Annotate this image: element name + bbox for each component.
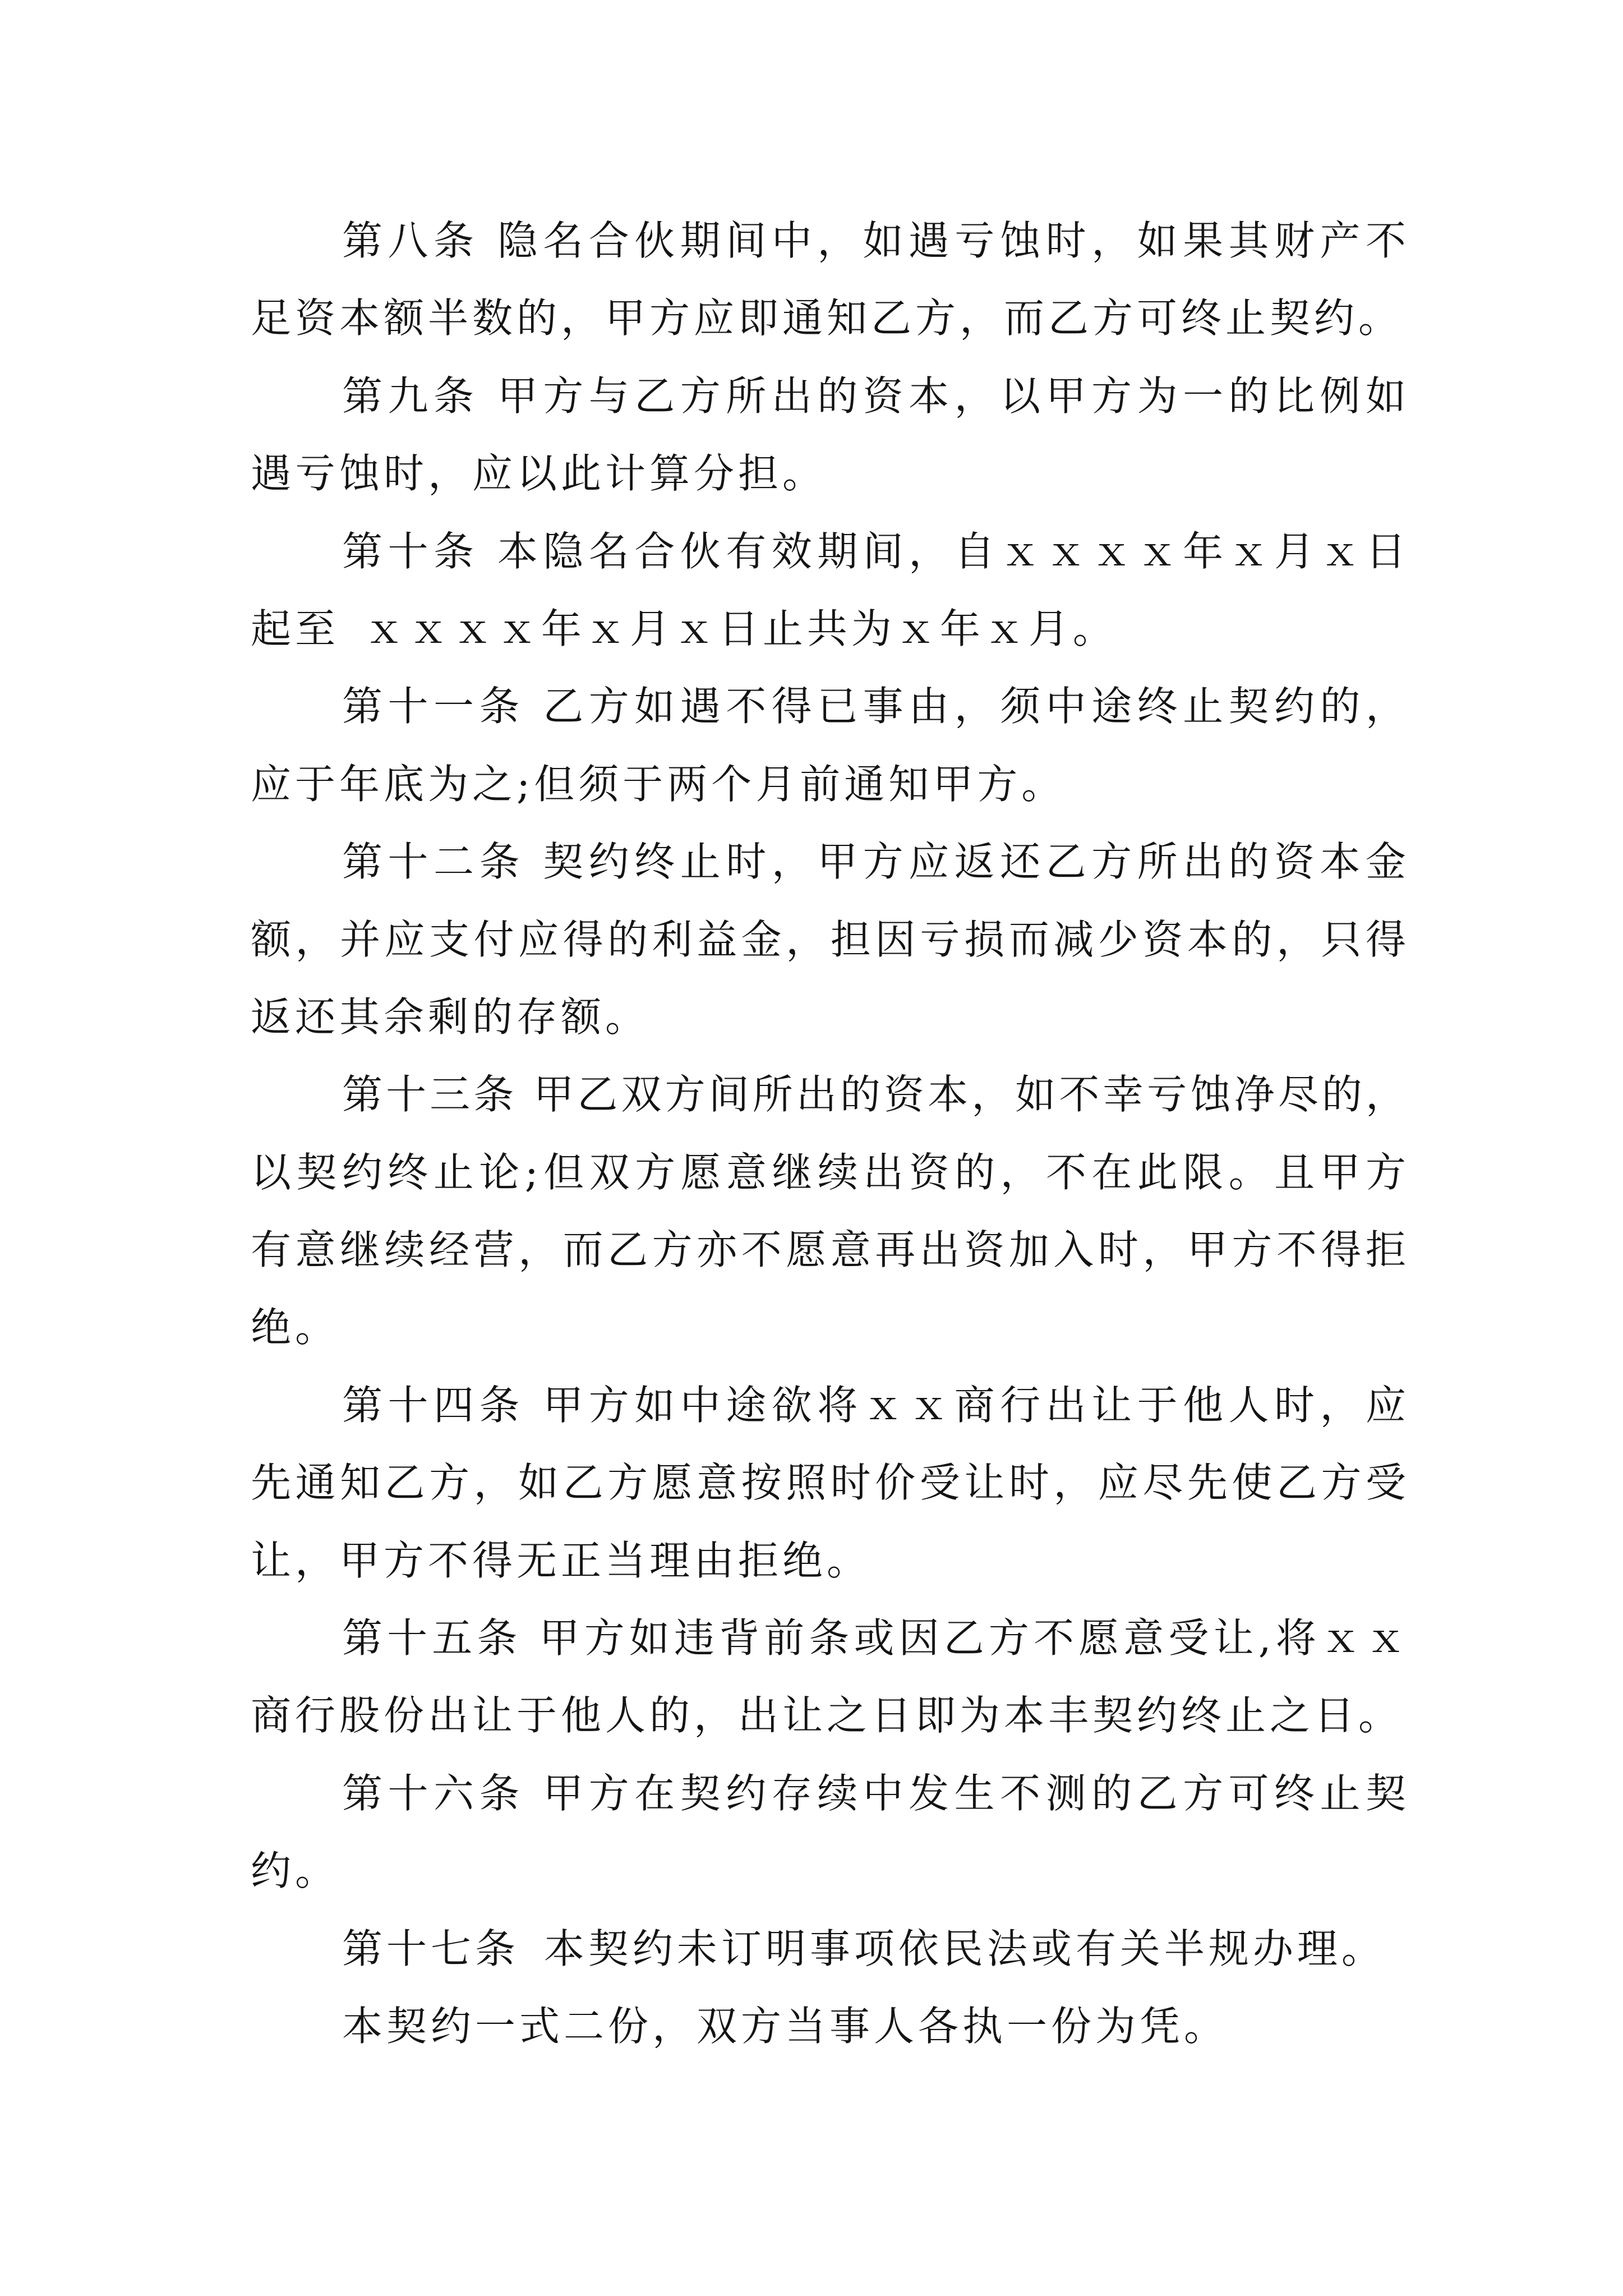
article-14-line-3: 让，甲方不得无正当理由拒绝。	[251, 1536, 872, 1584]
article-8-paragraph	[251, 202, 1406, 357]
article-8-line-2: 足资本额半数的，甲方应即通知乙方，而乙方可终止契约。	[251, 295, 1403, 342]
article-15-paragraph	[251, 1599, 1406, 1755]
closing-line-1: 本契约一式二份，双方当事人各执一份为凭。	[342, 2002, 1229, 2050]
article-17-line-1: 第十七条 本契约未订明事项依民法或有关半规办理。	[342, 1925, 1386, 1972]
article-13-paragraph	[251, 1056, 1406, 1366]
article-14-paragraph	[251, 1366, 1406, 1599]
article-12-line-2: 额，并应支付应得的利益金，担因亏损而减少资本的，只得	[251, 915, 1406, 963]
article-10-line-2: 起至 ｘｘｘｘ年ｘ月ｘ日止共为ｘ年ｘ月。	[251, 605, 1117, 652]
article-14-line-2: 先通知乙方，如乙方愿意按照时价受让时，应尽先使乙方受	[251, 1459, 1406, 1507]
article-12-line-3: 返还其余剩的存额。	[251, 993, 650, 1041]
article-16-paragraph	[251, 1755, 1406, 1910]
article-13-line-1: 第十三条 甲乙双方间所出的资本，如不幸亏蚀净尽的，	[342, 1071, 1406, 1119]
article-17-paragraph	[251, 1910, 1406, 1987]
closing-paragraph	[251, 1987, 1406, 2065]
article-14-line-1: 第十四条 甲方如中途欲将ｘｘ商行出让于他人时，应	[342, 1381, 1406, 1429]
article-10-paragraph	[251, 513, 1406, 668]
article-13-line-4: 绝。	[251, 1304, 340, 1351]
article-11-line-2: 应于年底为之;但须于两个月前通知甲方。	[251, 760, 1066, 808]
article-13-line-2: 以契约终止论;但双方愿意继续出资的，不在此限。且甲方	[251, 1148, 1406, 1196]
article-13-line-3: 有意继续经营，而乙方亦不愿意再出资加入时，甲方不得拒	[251, 1226, 1406, 1274]
article-15-line-2: 商行股份出让于他人的，出让之日即为本丰契约终止之日。	[251, 1692, 1403, 1740]
article-9-line-1: 第九条 甲方与乙方所出的资本，以甲方为一的比例如	[342, 372, 1406, 420]
article-16-line-2: 约。	[251, 1847, 340, 1895]
article-9-paragraph	[251, 357, 1406, 513]
article-11-line-1: 第十一条 乙方如遇不得已事由，须中途终止契约的，	[342, 683, 1406, 730]
article-8-line-1: 第八条 隐名合伙期间中，如遇亏蚀时，如果其财产不	[342, 217, 1406, 264]
article-10-line-1: 第十条 本隐名合伙有效期间，自ｘｘｘｘ年ｘ月ｘ日	[342, 527, 1406, 575]
article-16-line-1: 第十六条 甲方在契约存续中发生不测的乙方可终止契	[342, 1769, 1406, 1817]
article-9-line-2: 遇亏蚀时，应以此计算分担。	[251, 450, 827, 498]
contract-text	[251, 202, 1406, 2065]
article-15-line-1: 第十五条 甲方如违背前条或因乙方不愿意受让,将ｘｘ	[342, 1614, 1406, 1662]
article-12-paragraph	[251, 823, 1406, 1056]
article-11-paragraph	[251, 668, 1406, 823]
article-12-line-1: 第十二条 契约终止时，甲方应返还乙方所出的资本金	[342, 838, 1406, 886]
